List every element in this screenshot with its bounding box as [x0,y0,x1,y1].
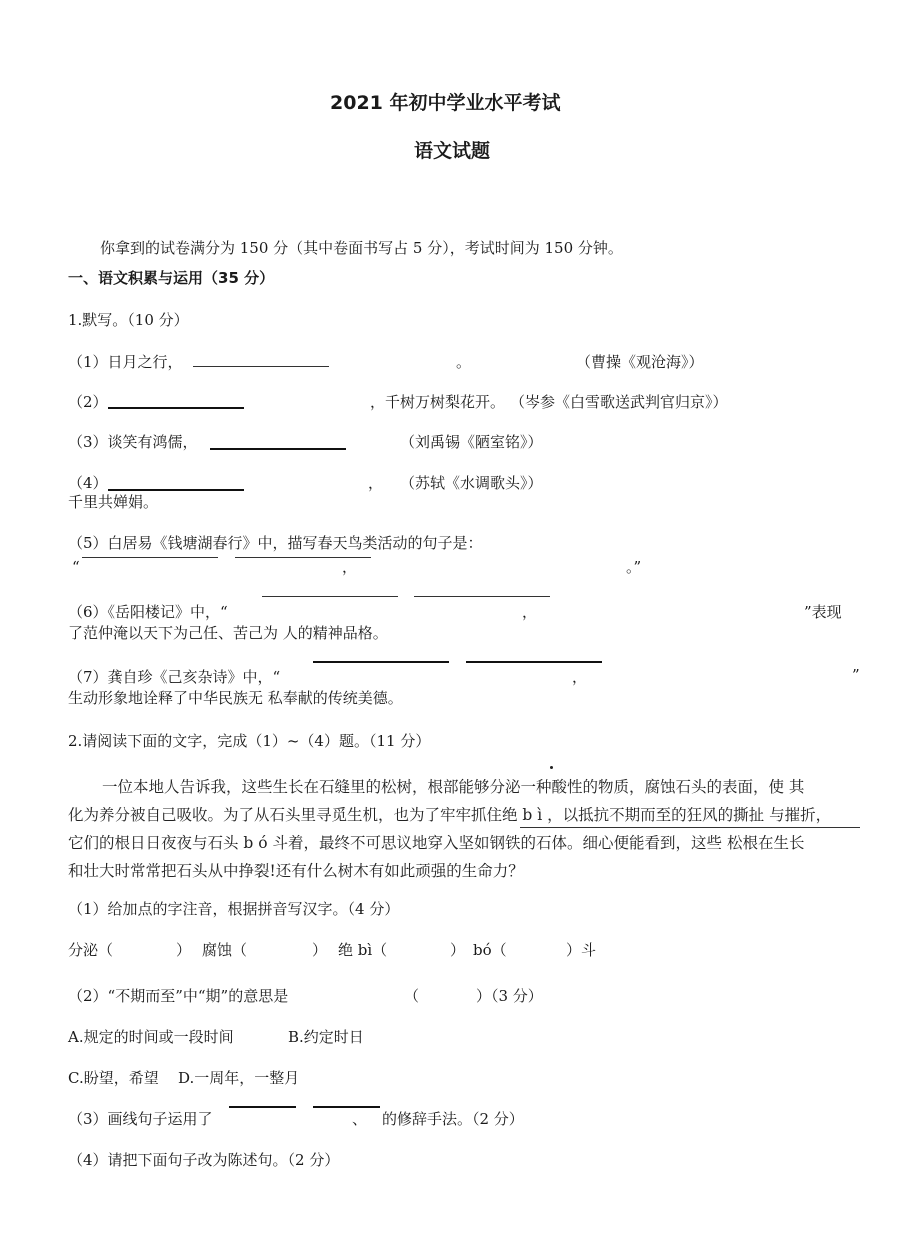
reading-passage [68,773,858,885]
q2-sub1-b-close: ） [312,941,328,959]
q2-sub1-b: 腐蚀（ [202,941,248,959]
q2-sub3-prefix: （3）画线句子运用了 [68,1110,213,1128]
q1-item-7-comma: ， [572,668,588,686]
q1-item-5-open: “ [72,558,80,576]
q2-sub3-suffix: 的修辞手法。（2 分） [382,1110,524,1128]
q1-item-2-prefix: （2） [68,393,108,411]
q1-item-5-close: 。” [626,558,642,576]
option-d[interactable]: D.一周年，一整月 [178,1069,300,1087]
q2-sub1-title: （1）给加点的字注音，根据拼音写汉字。（4 分） [68,900,400,918]
q2-sub1-d-close: ）斗 [566,941,597,959]
q1-item-5-comma: ， [342,558,358,576]
q1-item-5-line1: （5）白居易《钱塘湖春行》中，描写春天鸟类活动的句子是： [68,534,483,552]
q2-sub3-blank-2[interactable] [313,1106,380,1108]
q1-item-4-source: （苏轼《水调歌头》） [400,474,543,492]
q1-item-2-source: （岑参《白雪歌送武判官归京》） [510,393,728,411]
question-1-title: 1.默写。（10 分） [68,311,189,329]
q1-item-6-comma: ， [522,603,538,621]
q2-sub1-c-close: ） [450,941,466,959]
q1-item-4-tail: 千里共婵娟。 [68,493,159,511]
q1-item-1-source: （曹操《观沧海》） [576,353,704,371]
passage-line: 一位本地人告诉我，这些生长在石缝里的松树，根部能够分泌一种酸性的物质，腐蚀石头的表面，使 其 [102,778,805,796]
q1-item-7-close: ” [852,666,860,684]
q1-item-4-blank[interactable] [108,489,244,491]
q1-item-7-prefix: （7）龚自珍《己亥杂诗》中，“ [68,668,281,686]
q1-item-6-close: ”表现 [804,603,842,621]
q1-item-5-blank-1[interactable] [82,557,218,558]
passage-underline [520,827,860,828]
q2-sub3-blank-1[interactable] [229,1106,296,1108]
q1-item-2-blank[interactable] [108,407,244,409]
q1-item-4-comma: ， [368,474,384,492]
q1-item-1-blank[interactable] [193,366,329,367]
exam-subtitle: 语文试题 [414,140,491,162]
passage-line: 化为养分被自己吸收。为了从石头里寻觅生机，也为了牢牢抓住绝 b ì ，以抵抗不期而至的狂风的撕扯 与摧折， [68,806,832,824]
q1-item-1-end: 。 [456,353,472,371]
option-a[interactable]: A.规定的时间或一段时间 [68,1028,234,1046]
q1-item-6-blank-1[interactable] [262,596,398,597]
q1-item-6-prefix: （6）《岳阳楼记》中，“ [68,603,228,621]
q1-item-3-prefix: （3）谈笑有鸿儒， [68,433,198,451]
emphasis-dot [550,766,553,769]
q1-item-4-prefix: （4） [68,474,108,492]
q1-item-7-line2: 生动形象地诠释了中华民族无 私奉献的传统美德。 [68,689,403,707]
q2-sub1-d: bó（ [473,941,507,959]
exam-title: 2021 年初中学业水平考试 [330,92,561,114]
q2-sub2-paren-close: ）（3 分） [476,987,543,1005]
q2-sub2-paren-open: （ [404,987,420,1005]
section-heading: 一、语文积累与运用（35 分） [68,269,275,287]
q1-item-3-source: （刘禹锡《陋室铭》） [400,433,543,451]
q1-item-7-blank-1[interactable] [313,661,449,663]
option-c[interactable]: C.盼望，希望 [68,1069,159,1087]
passage-line: 和壮大时常常把石头从中挣裂!还有什么树木有如此顽强的生命力？ [68,862,524,880]
q1-item-6-line2: 了范仲淹以天下为己任、苦己为 人的精神品格。 [68,624,388,642]
q2-sub2-title: （2）“不期而至”中“期”的意思是 [68,987,289,1005]
option-b[interactable]: B.约定时日 [288,1028,364,1046]
q2-sub3-separator: 、 [352,1110,368,1128]
q2-sub1-c: 绝 bì（ [338,941,388,959]
exam-intro: 你拿到的试卷满分为 150 分（其中卷面书写占 5 分），考试时间为 150 分钟。 [100,239,623,257]
q1-item-1-prefix: （1）日月之行， [68,353,183,371]
q2-sub1-a: 分泌（ [68,941,114,959]
q1-item-6-blank-2[interactable] [414,596,550,597]
q1-item-7-blank-2[interactable] [466,661,602,663]
q2-sub4-title: （4）请把下面句子改为陈述句。（2 分） [68,1151,340,1169]
q1-item-2-middle: ，千树万树梨花开。 [370,393,506,411]
q2-sub1-a-close: ） [176,941,192,959]
passage-line: 它们的根日日夜夜与石头 b ó 斗着，最终不可思议地穿入坚如钢铁的石体。细心便能看到，这些 松根在生长 [68,834,805,852]
question-2-title: 2.请阅读下面的文字，完成（1）~（4）题。（11 分） [68,732,431,750]
q1-item-3-blank[interactable] [210,448,346,450]
